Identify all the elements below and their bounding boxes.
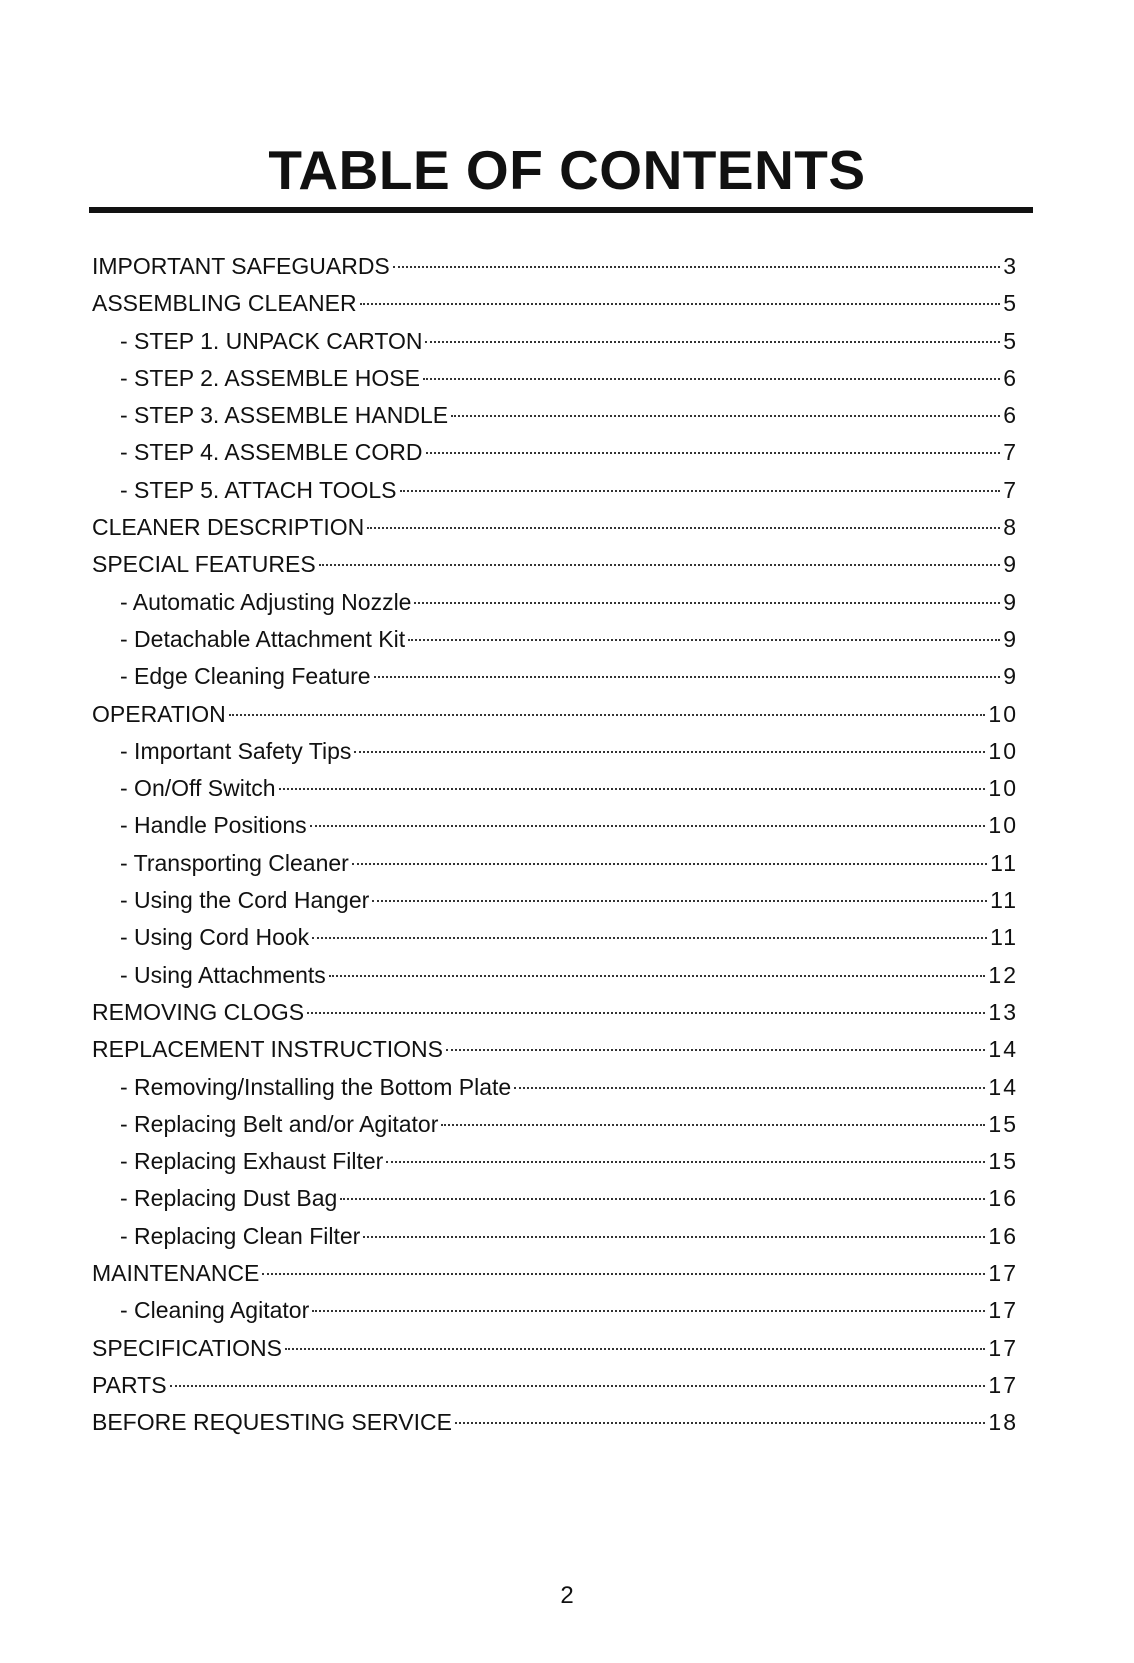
toc-subentry xyxy=(92,919,1018,956)
toc-entry-page: 8 xyxy=(1003,514,1018,541)
toc-entry xyxy=(92,248,1018,285)
toc-entry-label: - Using the Cord Hanger xyxy=(120,887,370,914)
toc-entry-label: - Using Cord Hook xyxy=(120,924,310,951)
toc-entry-page: 6 xyxy=(1003,364,1018,391)
toc-entry-page: 10 xyxy=(988,737,1018,764)
toc-subentry xyxy=(92,1292,1018,1329)
dot-leader xyxy=(319,562,1001,566)
toc-subentry xyxy=(92,1143,1018,1180)
dot-leader xyxy=(360,301,1001,305)
toc-entry-page: 11 xyxy=(990,887,1018,914)
dot-leader xyxy=(329,973,986,977)
page-number: 2 xyxy=(560,1582,574,1609)
toc-entry-label: - Transporting Cleaner xyxy=(120,849,349,876)
toc-entry xyxy=(92,285,1018,322)
toc-subentry xyxy=(92,807,1018,844)
toc-entry-label: - Edge Cleaning Feature xyxy=(120,663,371,690)
page-title: TABLE OF CONTENTS xyxy=(268,139,866,201)
toc-subentry xyxy=(92,360,1018,397)
dot-leader xyxy=(400,488,1001,492)
toc-entry xyxy=(92,1255,1018,1292)
toc-entry-page: 7 xyxy=(1003,476,1018,503)
dot-leader xyxy=(426,450,1001,454)
toc-entry-page: 15 xyxy=(988,1148,1018,1175)
dot-leader xyxy=(352,861,987,865)
toc-entry-page: 11 xyxy=(990,924,1018,951)
toc-entry-label: REMOVING CLOGS xyxy=(92,998,305,1025)
toc-entry-label: IMPORTANT SAFEGUARDS xyxy=(92,253,390,279)
toc-entry xyxy=(92,1330,1018,1367)
toc-entry-page: 10 xyxy=(988,812,1018,839)
toc-entry xyxy=(92,509,1018,546)
toc-subentry xyxy=(92,882,1018,919)
dot-leader xyxy=(262,1271,985,1275)
toc-entry-page: 9 xyxy=(1003,625,1018,652)
toc-subentry xyxy=(92,957,1018,994)
toc-entry-label: PARTS xyxy=(92,1371,167,1398)
dot-leader xyxy=(312,935,987,939)
dot-leader xyxy=(441,1122,985,1126)
toc-entry-label: SPECIAL FEATURES xyxy=(92,551,316,578)
toc-subentry xyxy=(92,621,1018,658)
toc-subentry xyxy=(92,584,1018,621)
toc-entry-page: 14 xyxy=(988,1036,1018,1063)
toc-entry-label: - STEP 2. ASSEMBLE HOSE xyxy=(120,364,420,391)
dot-leader xyxy=(307,1010,985,1014)
toc-entry-label: - Detachable Attachment Kit xyxy=(120,625,406,652)
dot-leader xyxy=(408,637,1000,641)
toc-subentry xyxy=(92,1218,1018,1255)
dot-leader xyxy=(393,264,1000,268)
toc-entry-label: - STEP 4. ASSEMBLE CORD xyxy=(120,439,423,466)
toc-entry-page: 5 xyxy=(1003,327,1018,354)
dot-leader xyxy=(374,674,1001,678)
toc-subentry xyxy=(92,1069,1018,1106)
dot-leader xyxy=(310,823,986,827)
toc-entry-page: 14 xyxy=(988,1073,1018,1100)
dot-leader xyxy=(386,1159,985,1163)
toc-entry-label: - Important Safety Tips xyxy=(120,737,352,764)
toc-entry-page: 17 xyxy=(988,1334,1018,1361)
dot-leader xyxy=(312,1308,985,1312)
dot-leader xyxy=(229,712,986,716)
toc-entry-page: 9 xyxy=(1003,588,1018,615)
dot-leader xyxy=(451,413,1000,417)
toc-subentry xyxy=(92,733,1018,770)
dot-leader xyxy=(354,749,985,753)
toc-subentry xyxy=(92,1106,1018,1143)
toc-entry-label: - Handle Positions xyxy=(120,812,307,839)
toc-entry-label: - Replacing Clean Filter xyxy=(120,1222,361,1249)
toc-entry-label: SPECIFICATIONS xyxy=(92,1334,282,1361)
toc-subentry xyxy=(92,658,1018,695)
toc-entry-page: 9 xyxy=(1003,551,1018,578)
toc-entry-label: BEFORE REQUESTING SERVICE xyxy=(92,1409,452,1436)
toc-subentry xyxy=(92,1180,1018,1217)
toc-entry-page: 7 xyxy=(1003,439,1018,466)
toc-entry-page: 17 xyxy=(988,1260,1018,1287)
toc-entry-label: REPLACEMENT INSTRUCTIONS xyxy=(92,1036,444,1063)
toc-entry xyxy=(92,1031,1018,1068)
toc-entry-page: 10 xyxy=(988,775,1018,802)
title-rule xyxy=(89,207,1033,213)
toc-entry-page: 18 xyxy=(988,1409,1018,1436)
toc-entry xyxy=(92,1367,1018,1404)
toc-entry-label: - STEP 5. ATTACH TOOLS xyxy=(120,476,397,503)
toc-entry-label: ASSEMBLING CLEANER xyxy=(92,290,357,317)
toc-entry-label: - STEP 1. UNPACK CARTON xyxy=(120,327,423,354)
dot-leader xyxy=(372,898,987,902)
toc-entry xyxy=(92,994,1018,1031)
toc-entry-label: - Replacing Dust Bag xyxy=(120,1185,338,1212)
toc-entry-label: - Removing/Installing the Bottom Plate xyxy=(120,1073,512,1100)
toc-entry-page: 10 xyxy=(988,700,1018,727)
dot-leader xyxy=(414,600,1000,604)
dot-leader xyxy=(455,1420,985,1424)
toc-entry-page: 6 xyxy=(1003,402,1018,429)
toc-entry-page: 17 xyxy=(988,1297,1018,1324)
dot-leader xyxy=(279,786,986,790)
toc-entry-page: 15 xyxy=(988,1110,1018,1137)
toc-entry xyxy=(92,696,1018,733)
dot-leader xyxy=(340,1196,985,1200)
toc-entry-label: CLEANER DESCRIPTION xyxy=(92,514,365,541)
toc-entry-label: - Using Attachments xyxy=(120,961,326,988)
toc-entry-label: - Automatic Adjusting Nozzle xyxy=(120,588,412,615)
toc-subentry xyxy=(92,323,1018,360)
toc-entry-page: 11 xyxy=(990,849,1018,876)
toc-entry-label: - Replacing Belt and/or Agitator xyxy=(120,1110,439,1137)
dot-leader xyxy=(425,339,1000,343)
toc-entry-page: 17 xyxy=(988,1371,1018,1398)
toc-subentry xyxy=(92,434,1018,471)
toc-entry-page: 13 xyxy=(988,998,1018,1025)
toc-entry-label: - Cleaning Agitator xyxy=(120,1297,310,1324)
toc-entry-page: 16 xyxy=(988,1222,1018,1249)
toc-list xyxy=(92,248,1018,1442)
toc-entry-label: MAINTENANCE xyxy=(92,1260,260,1287)
dot-leader xyxy=(514,1085,985,1089)
toc-entry-label: - On/Off Switch xyxy=(120,775,276,802)
toc-entry-page: 3 xyxy=(1003,253,1018,279)
toc-entry-label: - STEP 3. ASSEMBLE HANDLE xyxy=(120,402,449,429)
dot-leader xyxy=(170,1383,986,1387)
toc-subentry xyxy=(92,397,1018,434)
dot-leader xyxy=(446,1047,985,1051)
toc-entry-page: 16 xyxy=(988,1185,1018,1212)
dot-leader xyxy=(363,1234,985,1238)
toc-entry xyxy=(92,1404,1018,1441)
toc-subentry xyxy=(92,472,1018,509)
toc-entry xyxy=(92,546,1018,583)
toc-entry-label: - Replacing Exhaust Filter xyxy=(120,1148,384,1175)
toc-entry-page: 12 xyxy=(988,961,1018,988)
dot-leader xyxy=(285,1346,985,1350)
toc-subentry xyxy=(92,845,1018,882)
dot-leader xyxy=(423,376,1000,380)
toc-entry-page: 5 xyxy=(1003,290,1018,317)
dot-leader xyxy=(367,525,1000,529)
toc-entry-page: 9 xyxy=(1003,663,1018,690)
toc-entry-label: OPERATION xyxy=(92,700,226,727)
toc-subentry xyxy=(92,770,1018,807)
